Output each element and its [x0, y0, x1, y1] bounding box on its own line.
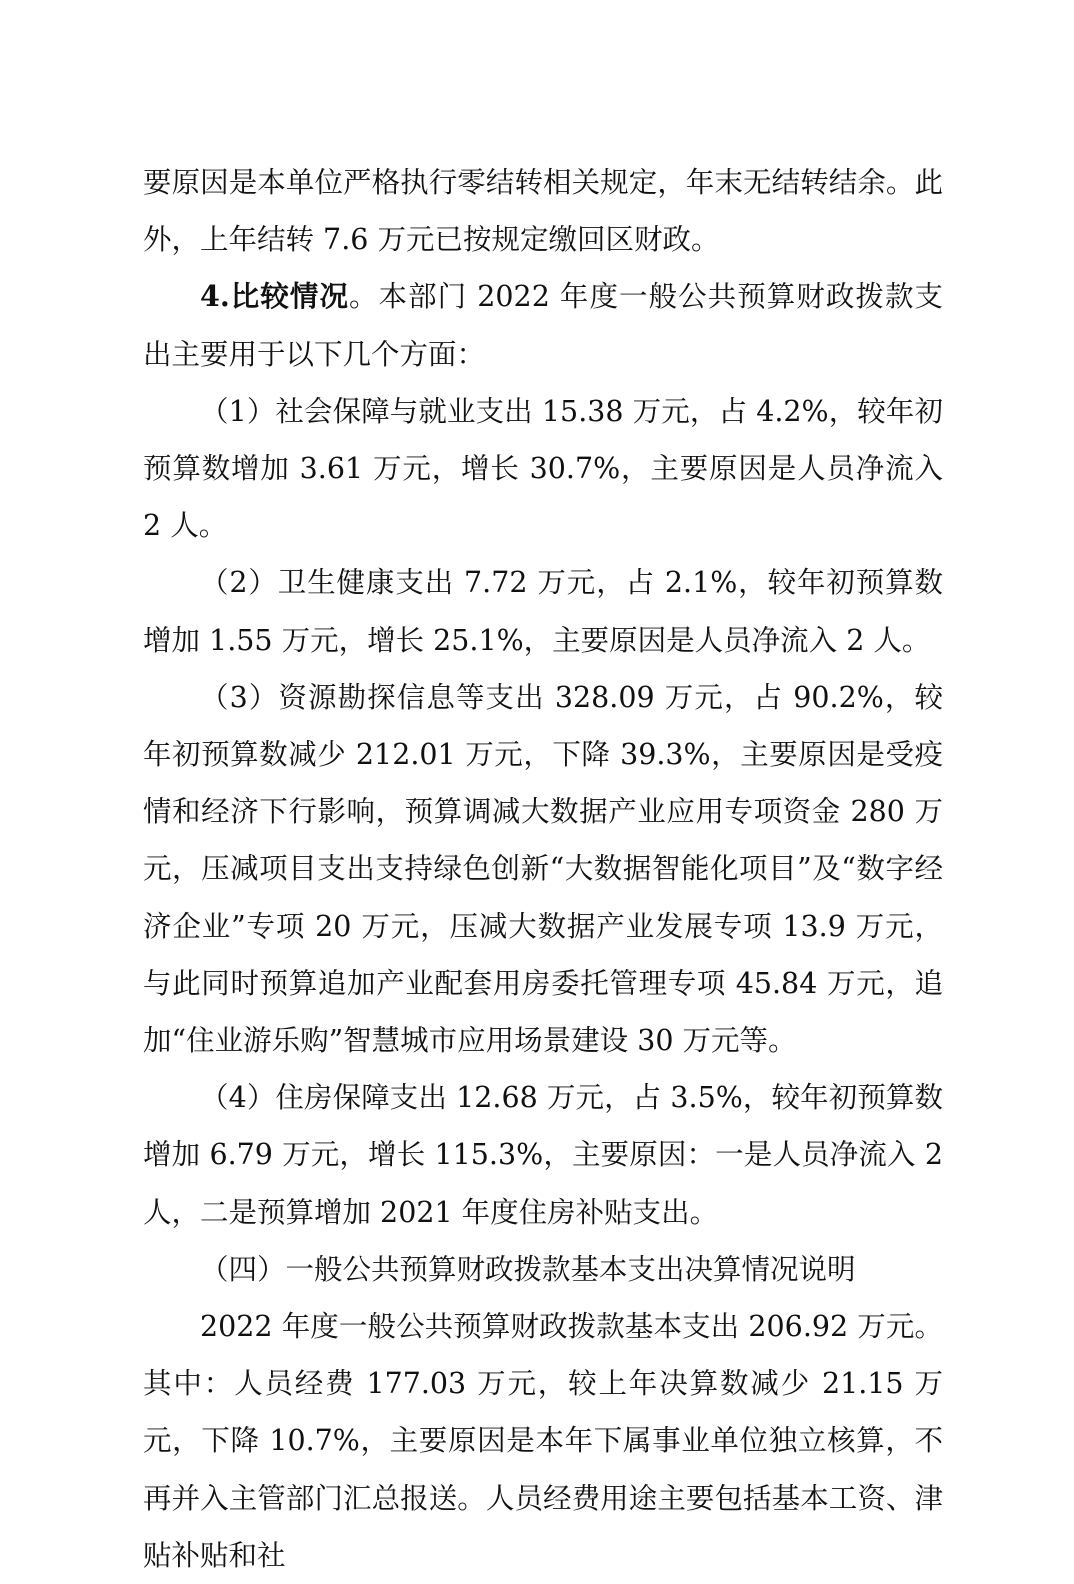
comparison-text: 。本部门 2022 年度一般公共预算财政拨款支出主要用于以下几个方面：	[143, 280, 943, 371]
paragraph-item-2: （2）卫生健康支出 7.72 万元，占 2.1%，较年初预算数增加 1.55 万元，增长 25.1%，主要原因是人员净流入 2 人。	[143, 566, 943, 657]
paragraph-item-4: （4）住房保障支出 12.68 万元，占 3.5%，较年初预算数增加 6.79 万元，增长 115.3%，主要原因：一是人员净流入 2 人，二是预算增加 2021 年度住房补贴支出。	[143, 1081, 943, 1229]
document-page	[143, 154, 943, 1584]
paragraph-continuation: 要原因是本单位严格执行零结转相关规定，年末无结转结余。此外，上年结转 7.6 万元已按规定缴回区财政。	[143, 166, 943, 257]
paragraph-item-3: （3）资源勘探信息等支出 328.09 万元，占 90.2%，较年初预算数减少 212.01 万元，下降 39.3%，主要原因是受疫情和经济下行影响，预算调减大数据产业应用专项资金 280 万元，压减项目支出支持绿色创新“大数据智能化项目”及“数字经济企业”专项 20 万元，压减大数据产业发展专项 13.9 万元，与此同时预算追加产业配套用房委托管理专项 45.84 万元，追加“住业游乐购”智慧城市应用场景建设 30 万元等。	[143, 680, 943, 1058]
section-heading: （四）一般公共预算财政拨款基本支出决算情况说明	[200, 1252, 856, 1286]
paragraph-basic-expenditure: 2022 年度一般公共预算财政拨款基本支出 206.92 万元。其中：人员经费 177.03 万元，较上年决算数减少 21.15 万元，下降 10.7%，主要原因是本年下属事业单位独立核算，不再并入主管部门汇总报送。人员经费用途主要包括基本工资、津贴补贴和社	[143, 1310, 943, 1572]
comparison-lead: 4.比较情况	[200, 279, 349, 314]
paragraph-comparison	[143, 268, 943, 382]
paragraph-item-1: （1）社会保障与就业支出 15.38 万元，占 4.2%，较年初预算数增加 3.61 万元，增长 30.7%，主要原因是人员净流入 2 人。	[143, 394, 943, 543]
